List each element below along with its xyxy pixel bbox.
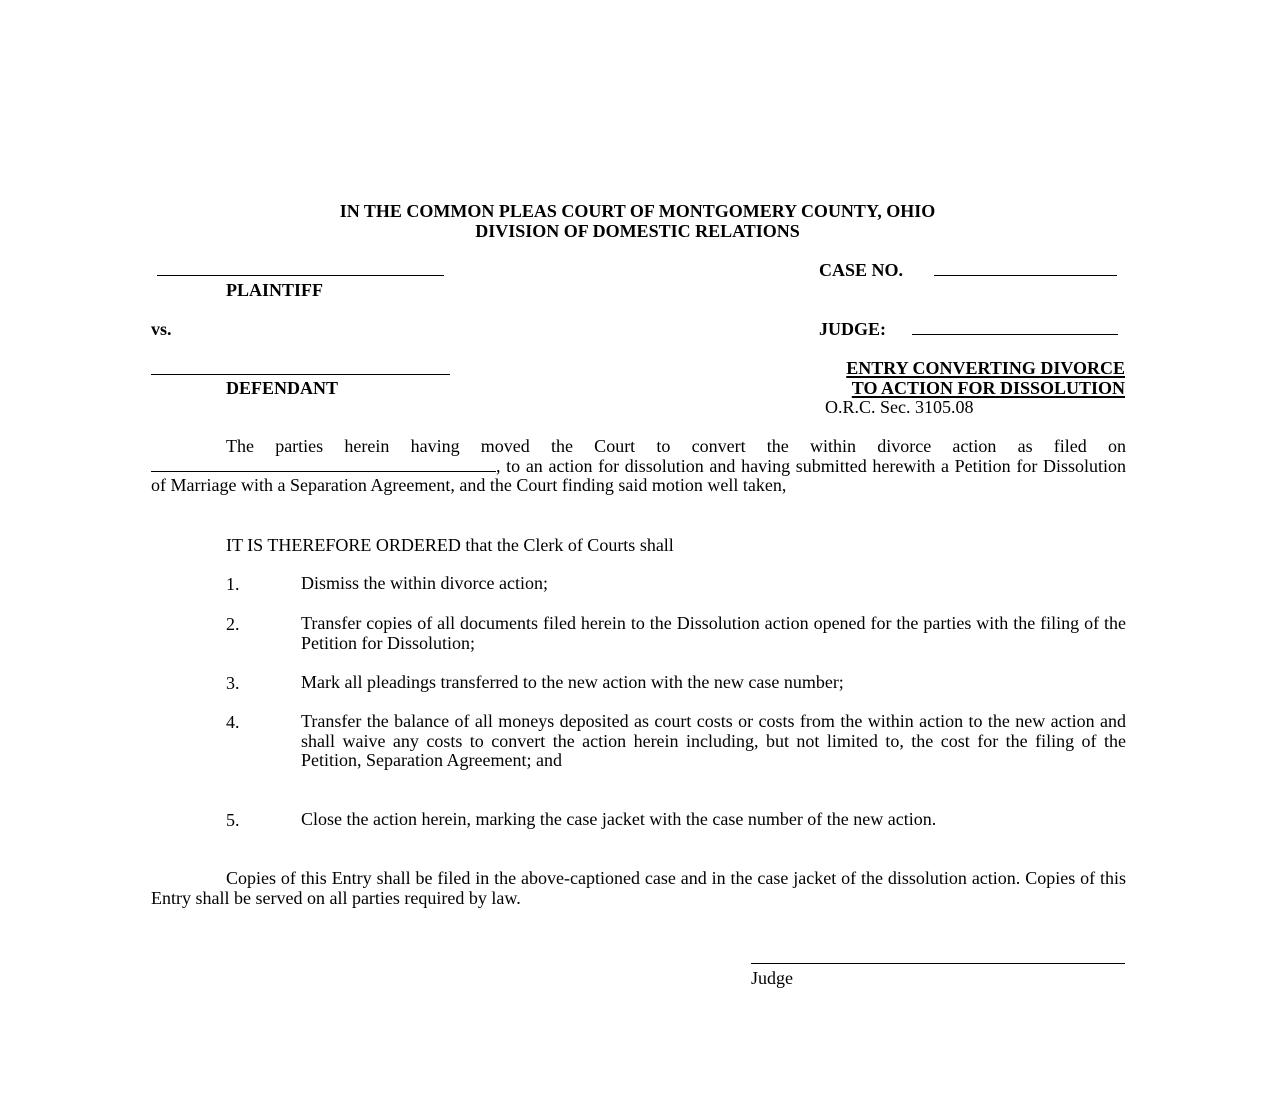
judge-label: JUDGE: xyxy=(819,319,886,339)
defendant-name-line xyxy=(151,374,450,375)
list-item: Mark all pleadings transferred to the new action with the new case number; xyxy=(301,672,844,692)
entry-title-line1: ENTRY CONVERTING DIVORCE xyxy=(846,358,1125,378)
filing-date-line xyxy=(151,457,496,472)
item-number: 4. xyxy=(226,712,240,732)
list-item: Transfer copies of all documents filed herein to the Dissolution action opened for the parties with the filing of the Petition for Dissolution; xyxy=(301,613,1126,653)
vs-label: vs. xyxy=(151,319,172,339)
court-title: IN THE COMMON PLEAS COURT OF MONTGOMERY COUNTY, OHIO xyxy=(339,201,936,221)
item-number: 5. xyxy=(226,810,240,830)
item-number: 2. xyxy=(226,614,240,634)
judge-signature-line xyxy=(751,963,1125,964)
list-item: Dismiss the within divorce action; xyxy=(301,573,548,593)
judge-line xyxy=(912,334,1118,335)
plaintiff-label: PLAINTIFF xyxy=(226,280,324,300)
item-number: 1. xyxy=(226,574,240,594)
intro-text-part2: , to an action for dissolution and having submitted herewith a Petition for Dissolution of Marriage with a Separation Agreement, and the Court finding said motion well taken, xyxy=(151,455,1126,496)
order-intro: IT IS THEREFORE ORDERED that the Clerk of Courts shall xyxy=(226,535,674,555)
case-no-label: CASE NO. xyxy=(819,260,904,280)
plaintiff-name-line xyxy=(157,275,444,276)
case-no-line xyxy=(934,275,1117,276)
defendant-label: DEFENDANT xyxy=(226,378,339,398)
list-item: Close the action herein, marking the case jacket with the case number of the new action. xyxy=(301,809,937,829)
division-title: DIVISION OF DOMESTIC RELATIONS xyxy=(475,221,800,241)
judge-signature-label: Judge xyxy=(751,968,793,988)
entry-title-line2: TO ACTION FOR DISSOLUTION xyxy=(851,378,1125,398)
intro-text-part1: The parties herein having moved the Court to convert the within divorce action as filed on xyxy=(226,436,1126,456)
statute-reference: O.R.C. Sec. 3105.08 xyxy=(825,397,974,417)
item-number: 3. xyxy=(226,673,240,693)
list-item: Transfer the balance of all moneys deposited as court costs or costs from the within action to the new action and shall waive any costs to convert the action herein including, but not limited to, the cost for the filing of the Petition, Separation Agreement; and xyxy=(301,711,1126,771)
intro-paragraph xyxy=(151,437,1126,496)
closing-paragraph: Copies of this Entry shall be filed in the above-captioned case and in the case jacket of the dissolution action. Copies of this Entry shall be served on all parties required by law. xyxy=(151,868,1126,908)
